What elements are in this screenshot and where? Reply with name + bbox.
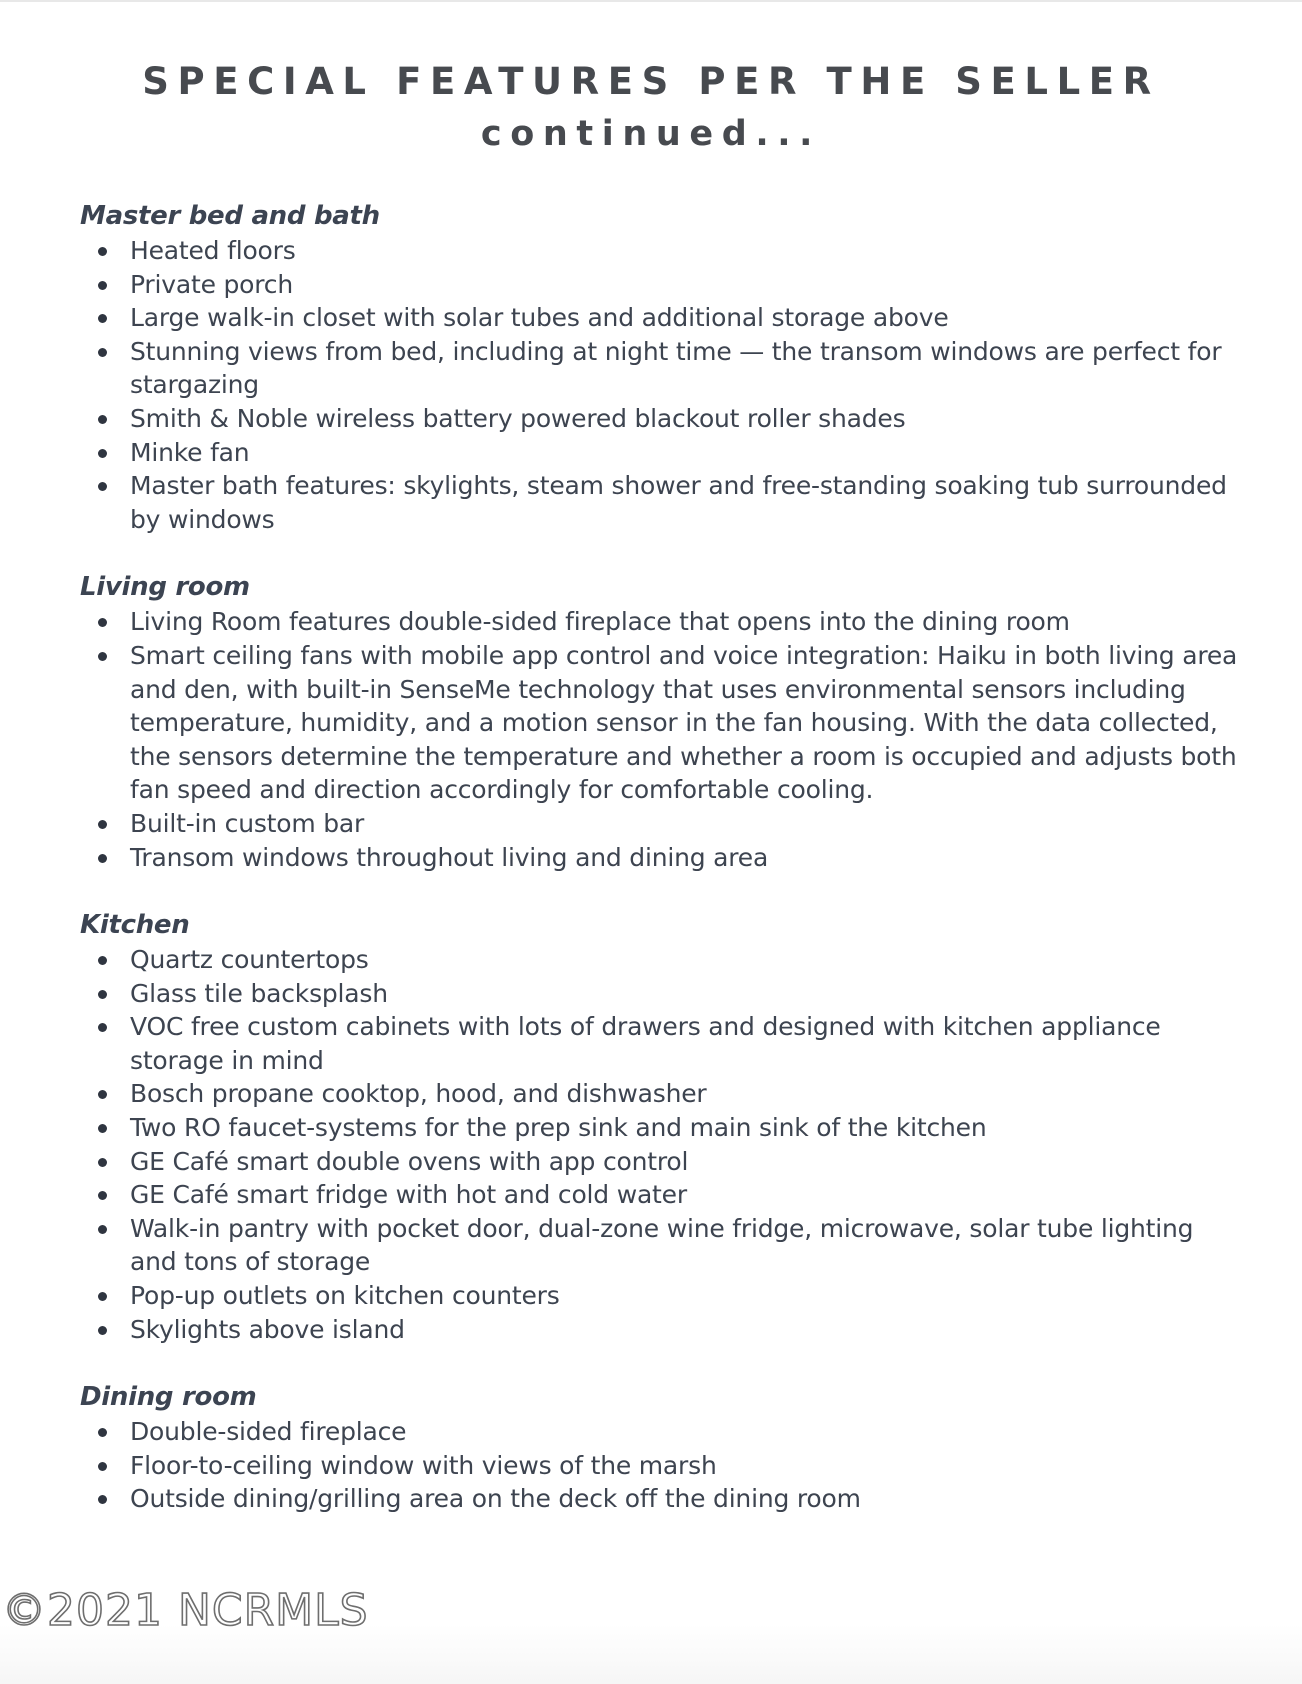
list-item <box>80 1279 1240 1313</box>
title-line-2: continued... <box>480 114 822 154</box>
list-item <box>80 1449 1240 1483</box>
bullet-icon <box>98 314 107 323</box>
bullet-icon <box>98 820 107 829</box>
list-item <box>80 1482 1240 1516</box>
list-item-text: Large walk-in closet with solar tubes and additional storage above <box>130 303 949 333</box>
bullet-icon <box>98 1462 107 1471</box>
list-item <box>80 1077 1240 1111</box>
list-item <box>80 436 1240 470</box>
bullet-icon <box>98 1158 107 1167</box>
list-item-text: Minke fan <box>130 437 250 467</box>
list-item <box>80 301 1240 335</box>
bullet-icon <box>98 1023 107 1032</box>
list-item-text: Quartz countertops <box>130 945 369 975</box>
list-item-text: Stunning views from bed, including at night time — the transom windows are perfect for stargazing <box>130 336 1222 400</box>
list-item-text: Transom windows throughout living and dining area <box>130 842 769 872</box>
section-master-bed-and-bath <box>80 198 1240 536</box>
top-border <box>0 0 1302 2</box>
section-heading: Dining room <box>80 1382 257 1413</box>
feature-list <box>80 943 1240 1346</box>
list-item-text: Outside dining/grilling area on the deck off the dining room <box>130 1484 861 1514</box>
list-item-text: Skylights above island <box>130 1314 405 1344</box>
list-item <box>80 605 1240 639</box>
bullet-icon <box>98 1428 107 1437</box>
list-item-text: Floor-to-ceiling window with views of the marsh <box>130 1450 717 1480</box>
list-item <box>80 268 1240 302</box>
bullet-icon <box>98 956 107 965</box>
list-item-text: Pop-up outlets on kitchen counters <box>130 1281 560 1311</box>
list-item <box>80 639 1240 807</box>
feature-list <box>80 1415 1240 1516</box>
list-item-text: Bosch propane cooktop, hood, and dishwasher <box>130 1079 707 1109</box>
bullet-icon <box>98 415 107 424</box>
bullet-icon <box>98 990 107 999</box>
list-item <box>80 1145 1240 1179</box>
list-item <box>80 977 1240 1011</box>
list-item <box>80 1415 1240 1449</box>
list-item-text: VOC free custom cabinets with lots of drawers and designed with kitchen appliance storage in mind <box>130 1012 1161 1075</box>
list-item <box>80 234 1240 268</box>
list-item-text: Master bath features: skylights, steam shower and free-standing soaking tub surrounded by windows <box>130 471 1227 534</box>
bullet-icon <box>98 348 107 357</box>
bullet-icon <box>98 1495 107 1504</box>
bullet-icon <box>98 1292 107 1301</box>
list-item-text: Smart ceiling fans with mobile app control and voice integration: Haiku in both living area and den, with built-in SenseMe technology that uses environmental sensors including temperature, humidity, and a motion sensor in the fan housing. With the data collected, the sensors determine the temperature and whether a room is occupied and adjusts both fan speed and direction accordingly for comfortable cooling. <box>130 640 1238 805</box>
title-line-1: SPECIAL FEATURES PER THE SELLER <box>142 60 1160 103</box>
list-item-text: Double-sided fireplace <box>130 1417 407 1447</box>
section-kitchen <box>80 907 1240 1346</box>
bullet-icon <box>98 482 107 491</box>
list-item-text: Heated floors <box>130 236 296 265</box>
bullet-icon <box>98 247 107 256</box>
bullet-icon <box>98 281 107 290</box>
list-item-text: Two RO faucet-systems for the prep sink and main sink of the kitchen <box>130 1113 987 1143</box>
bullet-icon <box>98 1124 107 1133</box>
section-living-room <box>80 569 1240 874</box>
list-item-text: Private porch <box>130 269 293 299</box>
list-item-text: Living Room features double-sided fireplace that opens into the dining room <box>130 607 1070 637</box>
list-item-text: Smith & Noble wireless battery powered blackout roller shades <box>130 403 906 433</box>
bullet-icon <box>98 1191 107 1200</box>
list-item <box>80 943 1240 977</box>
list-item <box>80 335 1240 402</box>
feature-list <box>80 605 1240 874</box>
section-dining-room <box>80 1379 1240 1516</box>
bullet-icon <box>98 449 107 458</box>
copyright-watermark: ©2021 NCRMLS <box>2 1585 369 1636</box>
list-item <box>80 469 1240 536</box>
section-heading: Living room <box>80 572 250 603</box>
list-item <box>80 1111 1240 1145</box>
list-item <box>80 402 1240 436</box>
features-content <box>80 198 1240 1549</box>
list-item-text: Built-in custom bar <box>130 808 365 838</box>
list-item <box>80 1313 1240 1347</box>
bullet-icon <box>98 1225 107 1234</box>
list-item-text: GE Café smart double ovens with app control <box>130 1146 689 1176</box>
list-item <box>80 1212 1240 1279</box>
list-item <box>80 1178 1240 1212</box>
bullet-icon <box>98 1326 107 1335</box>
bullet-icon <box>98 854 107 863</box>
bullet-icon <box>98 618 107 627</box>
feature-list <box>80 234 1240 536</box>
list-item <box>80 807 1240 841</box>
list-item-text: Glass tile backsplash <box>130 978 388 1008</box>
list-item <box>80 1010 1240 1077</box>
section-heading: Kitchen <box>80 910 190 941</box>
bullet-icon <box>98 1090 107 1099</box>
page-title <box>0 56 1302 160</box>
bullet-icon <box>98 652 107 661</box>
list-item <box>80 841 1240 875</box>
list-item-text: Walk-in pantry with pocket door, dual-zone wine fridge, microwave, solar tube lighting and tons of storage <box>130 1213 1194 1277</box>
list-item-text: GE Café smart fridge with hot and cold water <box>130 1180 687 1210</box>
section-heading: Master bed and bath <box>80 201 380 231</box>
